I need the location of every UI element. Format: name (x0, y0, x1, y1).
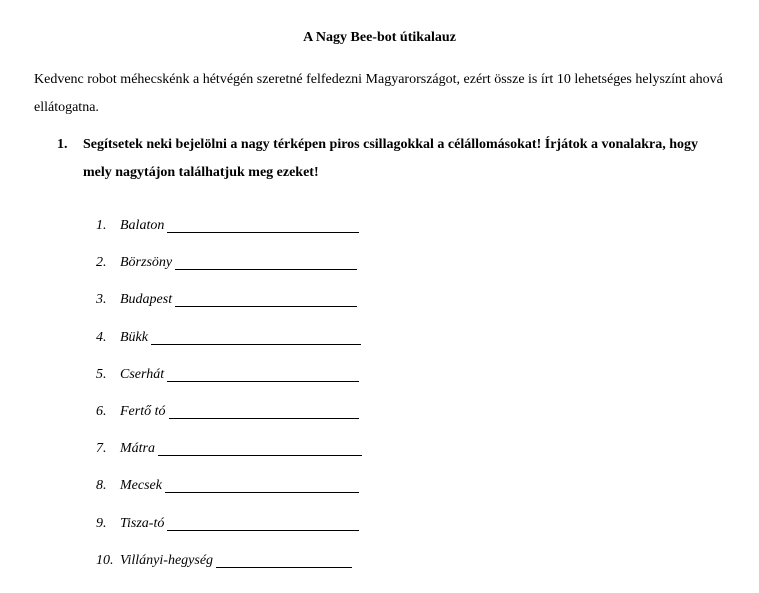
task-text: Segítsetek neki bejelölni a nagy térképen piros csillagokkal a célállomásokat! Írjátok a vonalakra, hogy mely nagytájon találhatjuk meg ezeket! (83, 137, 698, 180)
answer-line[interactable] (216, 551, 352, 568)
task-number: 1. (57, 137, 68, 152)
answer-line[interactable] (158, 439, 362, 456)
place-number: 6. (96, 403, 107, 419)
intro-paragraph: Kedvenc robot méhecskénk a hétvégén szeretné felfedezni Magyarországot, ezért össze is írt 10 lehetséges helyszínt ahová ellátogatna. (34, 72, 723, 115)
place-number: 9. (96, 515, 107, 531)
place-name: Fertő tó (120, 403, 166, 419)
place-number: 2. (96, 255, 107, 271)
places-list (96, 216, 362, 588)
task-instruction (57, 131, 707, 187)
list-item (96, 216, 362, 253)
place-number: 3. (96, 292, 107, 308)
place-name: Balaton (120, 218, 165, 233)
document-title: A Nagy Bee-bot útikalauz (303, 30, 456, 45)
place-name: Villányi-hegység (120, 552, 214, 568)
place-number: 5. (96, 366, 107, 382)
place-name: Cserhát (120, 366, 165, 382)
place-number: 10. (96, 552, 114, 568)
place-number: 1. (96, 218, 107, 233)
place-name: Budapest (120, 292, 173, 308)
answer-line[interactable] (165, 476, 359, 493)
list-item (96, 402, 362, 439)
answer-line[interactable] (167, 514, 359, 531)
place-name: Börzsöny (120, 255, 173, 271)
list-item (96, 476, 362, 513)
list-item (96, 365, 362, 402)
answer-line[interactable] (167, 365, 359, 382)
answer-line[interactable] (169, 402, 359, 419)
list-item (96, 514, 362, 551)
list-item (96, 253, 362, 290)
list-item (96, 290, 362, 327)
place-number: 4. (96, 329, 107, 345)
answer-line[interactable] (175, 290, 357, 307)
answer-line[interactable] (167, 216, 359, 233)
place-number: 7. (96, 441, 107, 457)
answer-line[interactable] (151, 328, 361, 345)
place-name: Mátra (120, 441, 155, 457)
list-item (96, 551, 362, 588)
answer-line[interactable] (175, 253, 357, 270)
list-item (96, 439, 362, 476)
place-name: Mecsek (120, 478, 162, 494)
place-name: Bükk (120, 329, 148, 345)
list-item (96, 328, 362, 365)
place-number: 8. (96, 478, 107, 494)
place-name: Tisza-tó (120, 515, 165, 531)
